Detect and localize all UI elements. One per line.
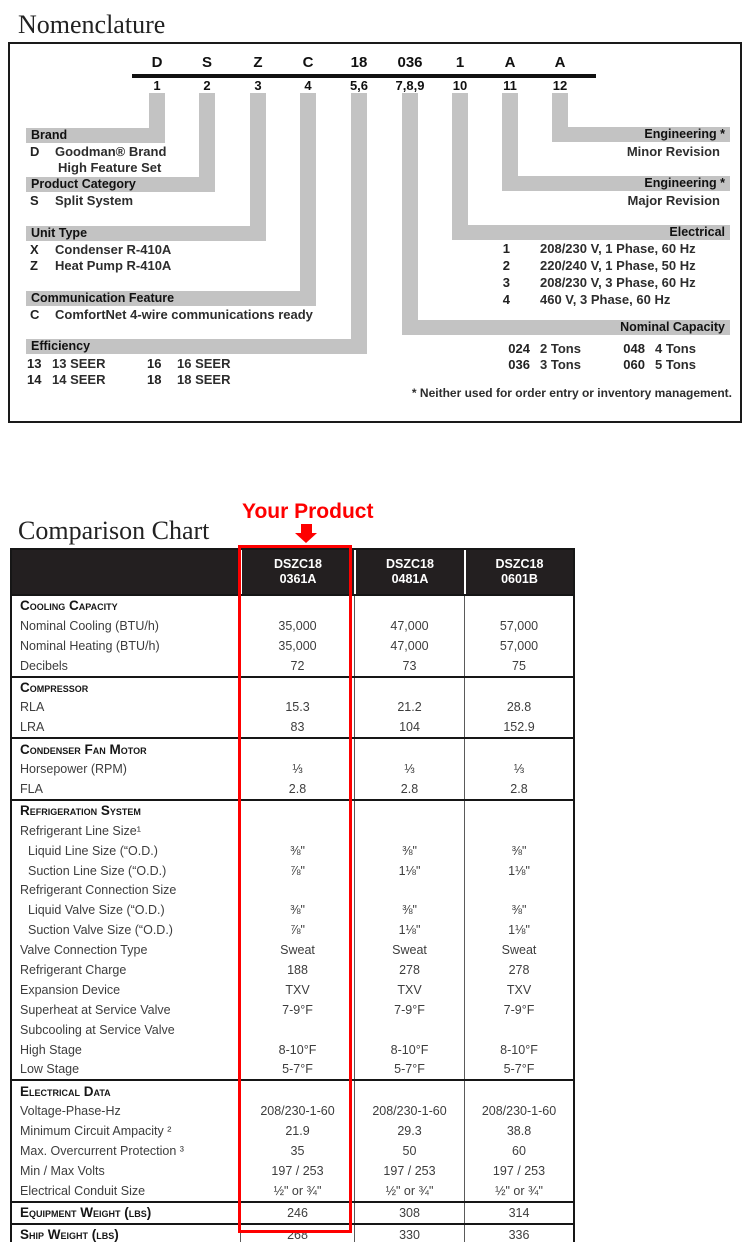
value-cell: 330 xyxy=(354,1225,464,1242)
position-number: 2 xyxy=(203,78,211,93)
table-row xyxy=(12,940,573,960)
code-description: 5 Tons xyxy=(655,357,696,372)
model-code-char: 1 xyxy=(455,54,465,71)
your-product-annotation: Your Product xyxy=(242,500,374,523)
model-name: 0361A xyxy=(279,572,317,586)
code-description: 460 V, 3 Phase, 60 Hz xyxy=(540,292,671,307)
code-letter: 13 xyxy=(27,356,42,371)
value-cell xyxy=(354,801,464,821)
group-heading-band xyxy=(26,177,215,192)
down-arrow-icon xyxy=(301,524,312,533)
table-row xyxy=(12,1000,573,1020)
value-cell xyxy=(240,821,354,841)
row-label: Refrigerant Connection Size xyxy=(20,883,177,898)
row-label: Horsepower (RPM) xyxy=(20,762,127,777)
value-cell: 208/230-1-60 xyxy=(240,1101,354,1121)
model-name: DSZC18 xyxy=(274,557,322,571)
row-label: Decibels xyxy=(20,658,68,673)
value-cell xyxy=(240,801,354,821)
value-cell xyxy=(240,596,354,616)
section-row xyxy=(12,594,573,616)
footnote: * Neither used for order entry or inventory management. xyxy=(411,386,732,400)
value-cell xyxy=(354,1020,464,1040)
position-number: 7,8,9 xyxy=(395,78,425,93)
connector-bar xyxy=(250,93,266,241)
table-row xyxy=(12,1223,573,1242)
section-row xyxy=(12,1079,573,1101)
value-cell: 83 xyxy=(240,717,354,737)
value-cell: Sweat xyxy=(464,940,573,960)
row-label: Nominal Cooling (BTU/h) xyxy=(20,618,159,633)
group-heading: Brand xyxy=(31,128,68,142)
row-label: Ship Weight (lbs) xyxy=(20,1227,119,1242)
table-row xyxy=(12,841,573,861)
value-cell: TXV xyxy=(464,980,573,1000)
value-cell: 1⅛" xyxy=(354,861,464,881)
row-label: Nominal Heating (BTU/h) xyxy=(20,638,160,653)
table-row xyxy=(12,861,573,881)
table-row xyxy=(12,616,573,636)
value-cell: ⅓ xyxy=(354,759,464,779)
model-code-char: A xyxy=(554,54,566,71)
value-cell: ⅓ xyxy=(464,759,573,779)
value-cell: ⅜" xyxy=(464,841,573,861)
code-description: Minor Revision xyxy=(626,144,720,159)
row-label: Electrical Conduit Size xyxy=(20,1183,146,1198)
code-letter: 3 xyxy=(502,275,510,290)
position-number: 4 xyxy=(304,78,312,93)
value-cell: ⅜" xyxy=(240,900,354,920)
group-heading: Unit Type xyxy=(31,226,88,240)
value-cell: 5-7°F xyxy=(354,1059,464,1079)
connector-bar xyxy=(452,93,468,240)
value-cell: ⅞" xyxy=(240,861,354,881)
code-letter: Z xyxy=(30,258,38,273)
value-cell xyxy=(464,678,573,698)
code-description: 4 Tons xyxy=(655,341,696,356)
position-number: 5,6 xyxy=(349,78,369,93)
row-label: Minimum Circuit Ampacity ² xyxy=(20,1124,172,1139)
value-cell: 278 xyxy=(354,960,464,980)
row-label: Voltage-Phase-Hz xyxy=(20,1104,121,1119)
value-cell: 197 / 253 xyxy=(354,1161,464,1181)
value-cell: Sweat xyxy=(354,940,464,960)
group-heading-band xyxy=(552,127,730,142)
group-heading: Product Category xyxy=(31,177,136,191)
table-row xyxy=(12,920,573,940)
value-cell: 152.9 xyxy=(464,717,573,737)
group-heading: Electrical xyxy=(669,225,725,239)
row-label: RLA xyxy=(20,700,45,715)
value-cell: 73 xyxy=(354,656,464,676)
value-cell xyxy=(354,1081,464,1101)
table-row xyxy=(12,1101,573,1121)
value-cell: 21.2 xyxy=(354,697,464,717)
row-label: Valve Connection Type xyxy=(20,943,148,958)
value-cell: 50 xyxy=(354,1141,464,1161)
value-cell: 75 xyxy=(464,656,573,676)
model-name: DSZC18 xyxy=(386,557,434,571)
code-letter: 036 xyxy=(508,357,530,372)
model-name: 0481A xyxy=(391,572,429,586)
value-cell: 72 xyxy=(240,656,354,676)
value-cell: 268 xyxy=(240,1225,354,1242)
value-cell: ⅜" xyxy=(464,900,573,920)
code-letter: 048 xyxy=(623,341,645,356)
value-cell: ⅜" xyxy=(354,841,464,861)
value-cell: 314 xyxy=(464,1203,573,1223)
model-code-char: Z xyxy=(253,54,263,71)
code-letter: D xyxy=(30,144,40,159)
position-number: 1 xyxy=(153,78,161,93)
code-description: Heat Pump R-410A xyxy=(55,258,172,273)
section-label: Refrigeration System xyxy=(20,803,141,819)
position-number: 10 xyxy=(452,78,468,93)
value-cell xyxy=(464,880,573,900)
group-heading-band xyxy=(26,226,266,241)
group-heading-band xyxy=(26,291,316,306)
header-model-cell xyxy=(240,550,354,594)
table-row xyxy=(12,1020,573,1040)
value-cell: 1⅛" xyxy=(464,920,573,940)
value-cell xyxy=(240,1020,354,1040)
code-description: Condenser R-410A xyxy=(55,242,172,257)
table-row xyxy=(12,960,573,980)
down-arrow-icon xyxy=(295,533,317,543)
value-cell: 5-7°F xyxy=(240,1059,354,1079)
row-label: LRA xyxy=(20,720,45,735)
code-letter: 024 xyxy=(508,341,530,356)
connector-bar xyxy=(300,93,316,306)
value-cell xyxy=(240,1081,354,1101)
table-row xyxy=(12,1181,573,1201)
row-label: Refrigerant Charge xyxy=(20,962,127,977)
table-row xyxy=(12,880,573,900)
nomenclature-diagram xyxy=(8,42,742,423)
model-code-char: C xyxy=(302,54,314,71)
row-label: Equipment Weight (lbs) xyxy=(20,1205,152,1221)
row-label: Low Stage xyxy=(20,1062,80,1077)
model-code-char: D xyxy=(151,54,163,71)
value-cell xyxy=(354,880,464,900)
value-cell xyxy=(464,1020,573,1040)
section-label: Condenser Fan Motor xyxy=(20,741,147,757)
value-cell: 8-10°F xyxy=(464,1040,573,1060)
value-cell: 60 xyxy=(464,1141,573,1161)
value-cell: 47,000 xyxy=(354,616,464,636)
group-heading-band xyxy=(26,128,165,143)
row-label: Suction Valve Size (“O.D.) xyxy=(28,923,173,938)
comparison-title: Comparison Chart xyxy=(18,516,210,545)
model-code-char: 18 xyxy=(350,54,368,71)
value-cell xyxy=(464,821,573,841)
code-description: Split System xyxy=(55,193,134,208)
table-row xyxy=(12,980,573,1000)
value-cell xyxy=(464,801,573,821)
value-cell xyxy=(354,596,464,616)
value-cell: 1⅛" xyxy=(354,920,464,940)
code-description: 18 SEER xyxy=(177,372,231,387)
row-label: Liquid Valve Size (“O.D.) xyxy=(28,903,165,918)
section-row xyxy=(12,737,573,759)
value-cell: 35,000 xyxy=(240,616,354,636)
value-cell xyxy=(240,678,354,698)
row-label: Liquid Line Size (“O.D.) xyxy=(28,843,158,858)
code-description: 208/230 V, 1 Phase, 60 Hz xyxy=(540,241,696,256)
position-number: 12 xyxy=(552,78,568,93)
table-row xyxy=(12,1161,573,1181)
code-description: Major Revision xyxy=(627,193,720,208)
nomenclature-title: Nomenclature xyxy=(18,10,166,39)
model-code-char: S xyxy=(201,54,212,71)
code-letter: S xyxy=(30,193,39,208)
value-cell: 188 xyxy=(240,960,354,980)
header-model-cell xyxy=(354,550,464,594)
connector-bar xyxy=(402,93,418,335)
value-cell: 278 xyxy=(464,960,573,980)
position-number: 11 xyxy=(503,78,517,93)
section-label: Electrical Data xyxy=(20,1083,111,1099)
value-cell xyxy=(354,678,464,698)
table-row xyxy=(12,900,573,920)
code-letter: 1 xyxy=(502,241,510,256)
value-cell: 8-10°F xyxy=(240,1040,354,1060)
table-row xyxy=(12,821,573,841)
value-cell: 7-9°F xyxy=(464,1000,573,1020)
value-cell: 57,000 xyxy=(464,636,573,656)
row-label: Min / Max Volts xyxy=(20,1163,105,1178)
value-cell: 35,000 xyxy=(240,636,354,656)
value-cell: 197 / 253 xyxy=(240,1161,354,1181)
table-row xyxy=(12,656,573,676)
comparison-table xyxy=(10,548,575,1242)
value-cell: 15.3 xyxy=(240,697,354,717)
value-cell: ⅓ xyxy=(240,759,354,779)
value-cell xyxy=(354,739,464,759)
value-cell: ⅞" xyxy=(240,920,354,940)
section-label: Cooling Capacity xyxy=(20,598,118,614)
group-heading-band xyxy=(502,176,730,191)
value-cell: 47,000 xyxy=(354,636,464,656)
code-letter: 060 xyxy=(623,357,645,372)
section-row xyxy=(12,799,573,821)
value-cell: 2.8 xyxy=(354,779,464,799)
code-description: 3 Tons xyxy=(540,357,581,372)
code-letter: C xyxy=(30,307,40,322)
row-label: Expansion Device xyxy=(20,982,121,997)
value-cell: 5-7°F xyxy=(464,1059,573,1079)
value-cell: ½" or ¾" xyxy=(240,1181,354,1201)
group-heading-band xyxy=(26,339,367,354)
value-cell: 2.8 xyxy=(240,779,354,799)
table-header-row xyxy=(12,550,573,594)
table-row xyxy=(12,697,573,717)
value-cell: 7-9°F xyxy=(240,1000,354,1020)
row-label: High Stage xyxy=(20,1042,82,1057)
table-row xyxy=(12,636,573,656)
code-description: 2 Tons xyxy=(540,341,581,356)
table-row xyxy=(12,717,573,737)
value-cell: 35 xyxy=(240,1141,354,1161)
value-cell: 308 xyxy=(354,1203,464,1223)
code-description: 13 SEER xyxy=(52,356,106,371)
value-cell: ⅜" xyxy=(240,841,354,861)
value-cell xyxy=(464,1081,573,1101)
row-label: Max. Overcurrent Protection ³ xyxy=(20,1143,184,1158)
table-row xyxy=(12,1059,573,1079)
section-label: Compressor xyxy=(20,680,89,695)
code-description: Goodman® Brand xyxy=(55,144,167,159)
group-heading: Communication Feature xyxy=(31,291,175,305)
model-code-char: 036 xyxy=(397,54,423,71)
group-heading-band xyxy=(452,225,730,240)
value-cell: ½" or ¾" xyxy=(354,1181,464,1201)
group-heading: Efficiency xyxy=(31,339,91,353)
group-heading-band xyxy=(402,320,730,335)
code-description: 208/230 V, 3 Phase, 60 Hz xyxy=(540,275,696,290)
code-letter: 4 xyxy=(502,292,510,307)
row-label: Subcooling at Service Valve xyxy=(20,1022,175,1037)
table-row xyxy=(12,1121,573,1141)
value-cell: 208/230-1-60 xyxy=(354,1101,464,1121)
group-heading: Nominal Capacity xyxy=(620,320,725,334)
code-letter: 2 xyxy=(502,258,510,273)
group-heading: Engineering * xyxy=(644,176,725,190)
code-letter: X xyxy=(30,242,39,257)
code-description: 220/240 V, 1 Phase, 50 Hz xyxy=(540,258,696,273)
value-cell: ½" or ¾" xyxy=(464,1181,573,1201)
value-cell: 208/230-1-60 xyxy=(464,1101,573,1121)
row-label: Superheat at Service Valve xyxy=(20,1002,171,1017)
value-cell: 2.8 xyxy=(464,779,573,799)
model-code-underline xyxy=(132,74,596,78)
code-description: 16 SEER xyxy=(177,356,231,371)
row-label: Suction Line Size (“O.D.) xyxy=(28,863,167,878)
connector-bar xyxy=(351,93,367,354)
value-cell: 21.9 xyxy=(240,1121,354,1141)
group-heading: Engineering * xyxy=(644,127,725,141)
value-cell: 38.8 xyxy=(464,1121,573,1141)
value-cell: 1⅛" xyxy=(464,861,573,881)
value-cell: 336 xyxy=(464,1225,573,1242)
code-description: ComfortNet 4-wire communications ready xyxy=(55,307,313,322)
value-cell: 104 xyxy=(354,717,464,737)
row-label: Refrigerant Line Size¹ xyxy=(20,823,141,838)
value-cell: 7-9°F xyxy=(354,1000,464,1020)
table-row xyxy=(12,1201,573,1223)
code-description: 14 SEER xyxy=(52,372,106,387)
position-number: 3 xyxy=(254,78,262,93)
value-cell: ⅜" xyxy=(354,900,464,920)
value-cell xyxy=(464,596,573,616)
value-cell: 246 xyxy=(240,1203,354,1223)
value-cell: Sweat xyxy=(240,940,354,960)
value-cell: 28.8 xyxy=(464,697,573,717)
model-code-char: A xyxy=(504,54,516,71)
value-cell: 197 / 253 xyxy=(464,1161,573,1181)
value-cell: 29.3 xyxy=(354,1121,464,1141)
table-row xyxy=(12,759,573,779)
row-label: FLA xyxy=(20,781,43,796)
section-row xyxy=(12,676,573,698)
code-letter: 14 xyxy=(27,372,42,387)
table-row xyxy=(12,779,573,799)
model-name: DSZC18 xyxy=(495,557,544,571)
code-letter: 16 xyxy=(147,356,162,371)
table-row xyxy=(12,1040,573,1060)
value-cell xyxy=(240,880,354,900)
value-cell: 57,000 xyxy=(464,616,573,636)
value-cell xyxy=(240,739,354,759)
value-cell xyxy=(464,739,573,759)
code-description: High Feature Set xyxy=(58,160,162,175)
header-label-cell xyxy=(12,550,240,594)
model-name: 0601B xyxy=(501,572,538,586)
code-letter: 18 xyxy=(147,372,162,387)
table-row xyxy=(12,1141,573,1161)
value-cell: TXV xyxy=(354,980,464,1000)
value-cell: 8-10°F xyxy=(354,1040,464,1060)
header-model-cell xyxy=(464,550,573,594)
value-cell: TXV xyxy=(240,980,354,1000)
value-cell xyxy=(354,821,464,841)
